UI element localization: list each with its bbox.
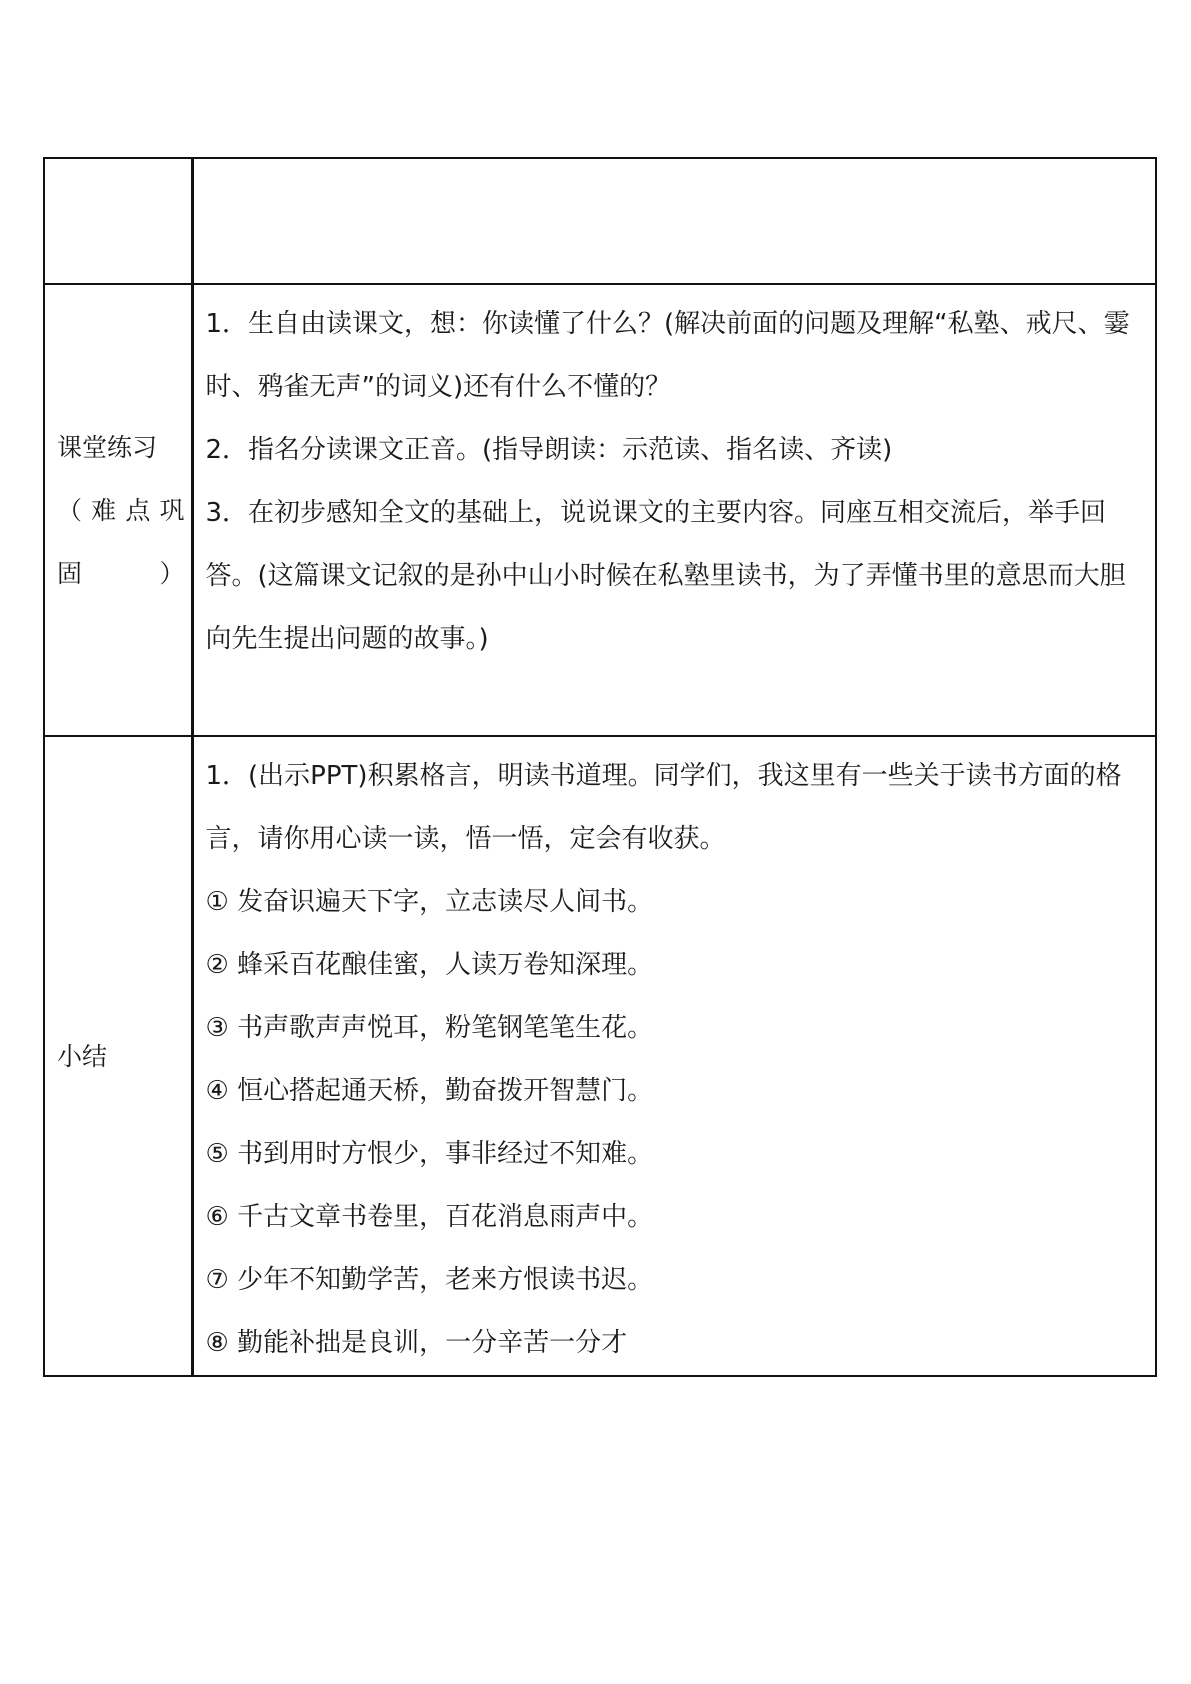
content-paragraph: 1．生自由读课文，想：你读懂了什么？(解决前面的问题及理解“私塾、戒尺、霎时、鸦雀无声”的词义)还有什么不懂的？ (205, 309, 1130, 402)
maxim-item: ② 蜂采百花酿佳蜜，人读万卷知深理。 (205, 950, 654, 980)
row-content-cell (192, 736, 1156, 1376)
table-row (44, 284, 1156, 736)
content-paragraph: 3．在初步感知全文的基础上，说说课文的主要内容。同座互相交流后，举手回答。(这篇课文记叙的是孙中山小时候在私塾里读书，为了弄懂书里的意思而大胆向先生提出问题的故事。) (205, 498, 1126, 654)
row-label: 小结 (57, 1041, 108, 1071)
row-label-subtitle: （难点巩固） (57, 495, 185, 588)
row-label-cell (44, 158, 192, 284)
content-paragraph: 1．(出示PPT)积累格言，明读书道理。同学们，我这里有一些关于读书方面的格言，请你用心读一读，悟一悟，定会有收获。 (205, 761, 1122, 854)
row-content-cell (192, 158, 1156, 284)
content-paragraph: 2．指名分读课文正音。(指导朗读：示范读、指名读、齐读) (205, 435, 893, 465)
maxim-item: ⑥ 千古文章书卷里，百花消息雨声中。 (205, 1202, 654, 1232)
maxim-item: ① 发奋识遍天下字，立志读尽人间书。 (205, 887, 654, 917)
table-row (44, 158, 1156, 284)
maxim-item: ⑧ 勤能补拙是良训，一分辛苦一分才 (205, 1328, 628, 1358)
table-row (44, 736, 1156, 1376)
row-content-cell (192, 284, 1156, 736)
maxim-item: ⑤ 书到用时方恨少，事非经过不知难。 (205, 1139, 654, 1169)
maxim-item: ③ 书声歌声声悦耳，粉笔钢笔笔生花。 (205, 1013, 654, 1043)
lesson-plan-table (43, 157, 1157, 1377)
row-label-cell (44, 284, 192, 736)
maxim-item: ④ 恒心搭起通天桥，勤奋拨开智慧门。 (205, 1076, 654, 1106)
row-label-cell (44, 736, 192, 1376)
maxim-item: ⑦ 少年不知勤学苦，老来方恨读书迟。 (205, 1265, 654, 1295)
row-label: 课堂练习 (57, 432, 158, 462)
